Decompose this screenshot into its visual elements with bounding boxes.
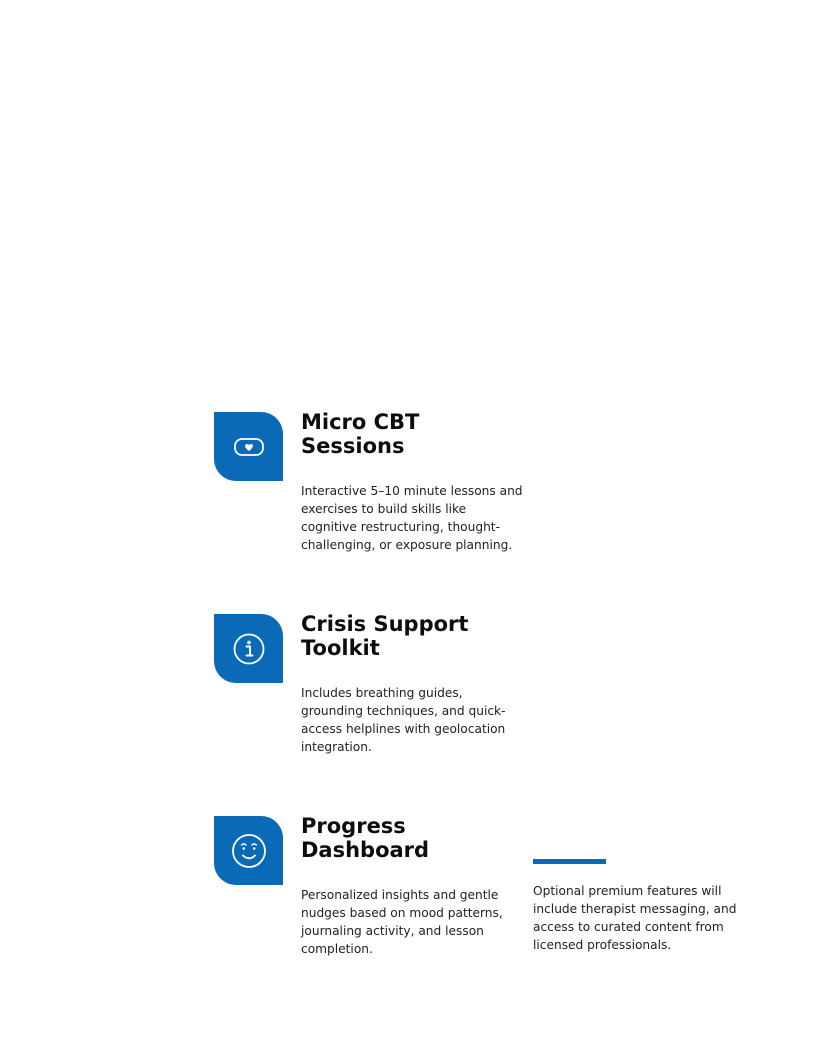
accent-divider [533,859,606,864]
chat-heart-icon [232,435,266,459]
feature-icon-tile [214,614,283,683]
smiley-face-icon [230,832,268,870]
feature-description: Includes breathing guides, grounding techniques, and quick-access helplines with geolocation integration. [301,686,506,754]
feature-description: Interactive 5–10 minute lessons and exercises to build skills like cognitive restructuring, thought-challenging, or exposure planning. [301,484,523,552]
feature-title: Micro CBT Sessions [301,410,420,458]
feature-icon-tile [214,816,283,885]
feature-description: Personalized insights and gentle nudges based on mood patterns, journaling activity, and lesson completion. [301,888,503,956]
premium-note: Optional premium features will include therapist messaging, and access to curated content from licensed professionals. [533,884,737,952]
info-icon [232,632,266,666]
feature-icon-tile [214,412,283,481]
feature-title: Crisis Support Toolkit [301,612,469,660]
feature-title: Progress Dashboard [301,814,430,862]
